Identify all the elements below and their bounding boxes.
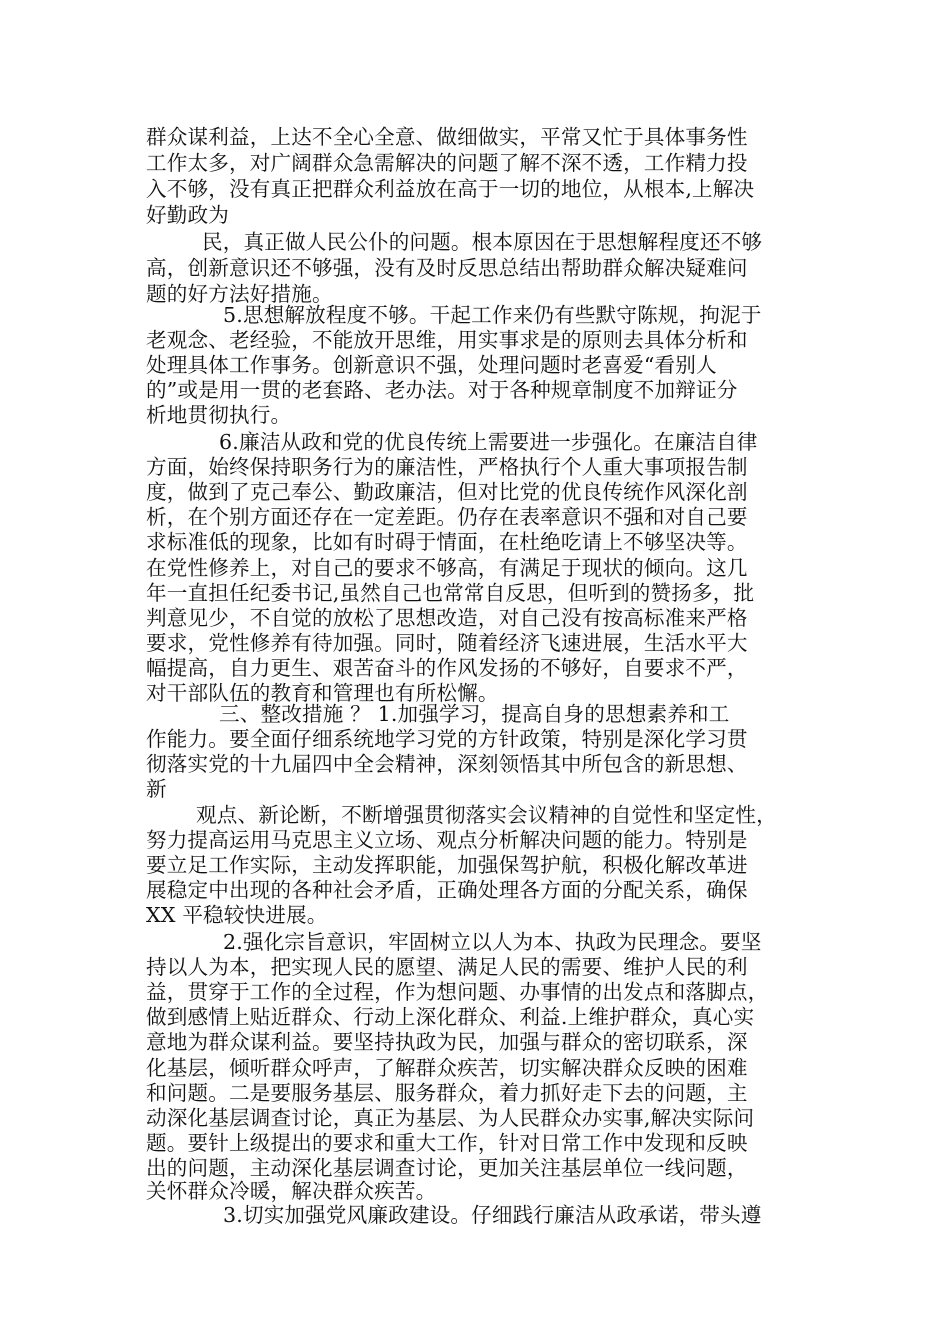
- text-line: 展稳定中出现的各种社会矛盾，正确处理各方面的分配关系，确保: [146, 878, 748, 902]
- text-line: 题的好方法好措施。: [146, 282, 333, 306]
- text-line: 化基层，倾听群众呼声，了解群众疾苦，切实解决群众反映的困难: [146, 1056, 748, 1080]
- text-line: 要立足工作实际，主动发挥职能，加强保驾护航，积极化解改革进: [146, 853, 748, 877]
- text-line: 和问题。二是要服务基层、服务群众，着力抓好走下去的问题，主: [146, 1081, 748, 1105]
- text-line: 6.廉洁从政和党的优良传统上需要进一步强化。在廉洁自律: [219, 430, 758, 454]
- text-line: 观点、新论断，不断增强贯彻落实会议精神的自觉性和坚定性，: [196, 803, 777, 827]
- text-line: 2.强化宗旨意识，牢固树立以人为本、执政为民理念。要坚: [223, 930, 762, 954]
- text-line: 做到感情上贴近群众、行动上深化群众、利益.上维护群众，真心实: [146, 1005, 755, 1029]
- text-line: 析，在个别方面还存在一定差距。仍存在表率意识不强和对自己要: [146, 505, 748, 529]
- text-line: 持以人为本，把实现人民的愿望、满足人民的需要、维护人民的利: [146, 955, 748, 979]
- text-line: 对干部队伍的教育和管理也有所松懈。: [146, 681, 499, 705]
- text-line: 彻落实党的十九届四中全会精神，深刻领悟其中所包含的新思想、: [146, 752, 748, 776]
- text-line: 处理具体工作事务。创新意识不强，处理问题时老喜爱“看别人: [146, 353, 717, 377]
- text-line: 入不够，没有真正把群众利益放在高于一切的地位，从根本,上解决: [146, 177, 755, 201]
- text-line: 作能力。要全面仔细系统地学习党的方针政策，特别是深化学习贯: [146, 727, 748, 751]
- text-line: 关怀群众冷暖，解决群众疾苦。: [146, 1179, 437, 1203]
- text-line: 动深化基层调查讨论，真正为基层、为人民群众办实事,解决实际问: [146, 1106, 755, 1130]
- text-line: 民，真正做人民公仆的问题。根本原因在于思想解程度还不够: [202, 230, 763, 254]
- text-line: 度，做到了克己奉公、勤政廉洁，但对比党的优良传统作风深化剖: [146, 480, 748, 504]
- text-line: 方面，始终保持职务行为的廉洁性，严格执行个人重大事项报告制: [146, 455, 748, 479]
- text-line: 群众谋利益，上达不全心全意、做细做实，平常又忙于具体事务性: [146, 125, 748, 149]
- text-line: 老观念、老经验，不能放开思维，用实事求是的原则去具体分析和: [146, 328, 748, 352]
- text-line: 益，贯穿于工作的全过程，作为想问题、办事情的出发点和落脚点，: [146, 980, 769, 1004]
- text-line: 析地贯彻执行。: [146, 403, 292, 427]
- text-line: 努力提高运用马克思主义立场、观点分析解决问题的能力。特别是: [146, 828, 748, 852]
- section-heading: 三、整改措施 ？ 1.加强学习，提高自身的思想素养和工: [219, 702, 730, 726]
- text-line: 题。要针上级提出的要求和重大工作，针对日常工作中发现和反映: [146, 1131, 748, 1155]
- text-line: 意地为群众谋利益。要坚持执政为民，加强与群众的密切联系，深: [146, 1030, 748, 1054]
- text-line: 出的问题，主动深化基层调查讨论，更加关注基层单位一线问题，: [146, 1156, 748, 1180]
- text-line: 年一直担任纪委书记,虽然自己也常常自反思，但听到的赞扬多，批: [146, 581, 755, 605]
- text-line: 3.切实加强党风廉政建设。仔细践行廉洁从政承诺，带头遵: [223, 1203, 762, 1227]
- text-line: 5.思想解放程度不够。干起工作来仍有些默守陈规，拘泥于: [223, 303, 762, 327]
- text-line: 高，创新意识还不够强，没有及时反思总结出帮助群众解决疑难问: [146, 256, 748, 280]
- text-line: 要求，党性修养有待加强。同时，随着经济飞速进展，生活水平大: [146, 631, 748, 655]
- text-line: 判意见少，不自觉的放松了思想改造，对自己没有按高标准来严格: [146, 606, 748, 630]
- text-line: 求标准低的现象，比如有时碍于情面，在杜绝吃请上不够坚决等。: [146, 530, 748, 554]
- text-line: 的”或是用一贯的老套路、老办法。对于各种规章制度不加辩证分: [146, 378, 738, 402]
- text-line: 新: [146, 777, 167, 801]
- text-line: 幅提高，自力更生、艰苦奋斗的作风发扬的不够好，自要求不严，: [146, 656, 748, 680]
- text-line: 工作太多，对广阔群众急需解决的问题了解不深不透，工作精力投: [146, 151, 748, 175]
- text-line: XX 平稳较快进展。: [146, 903, 328, 927]
- text-line: 在党性修养上，对自己的要求不够高，有满足于现状的倾向。这几: [146, 556, 748, 580]
- text-line: 好勤政为: [146, 203, 229, 227]
